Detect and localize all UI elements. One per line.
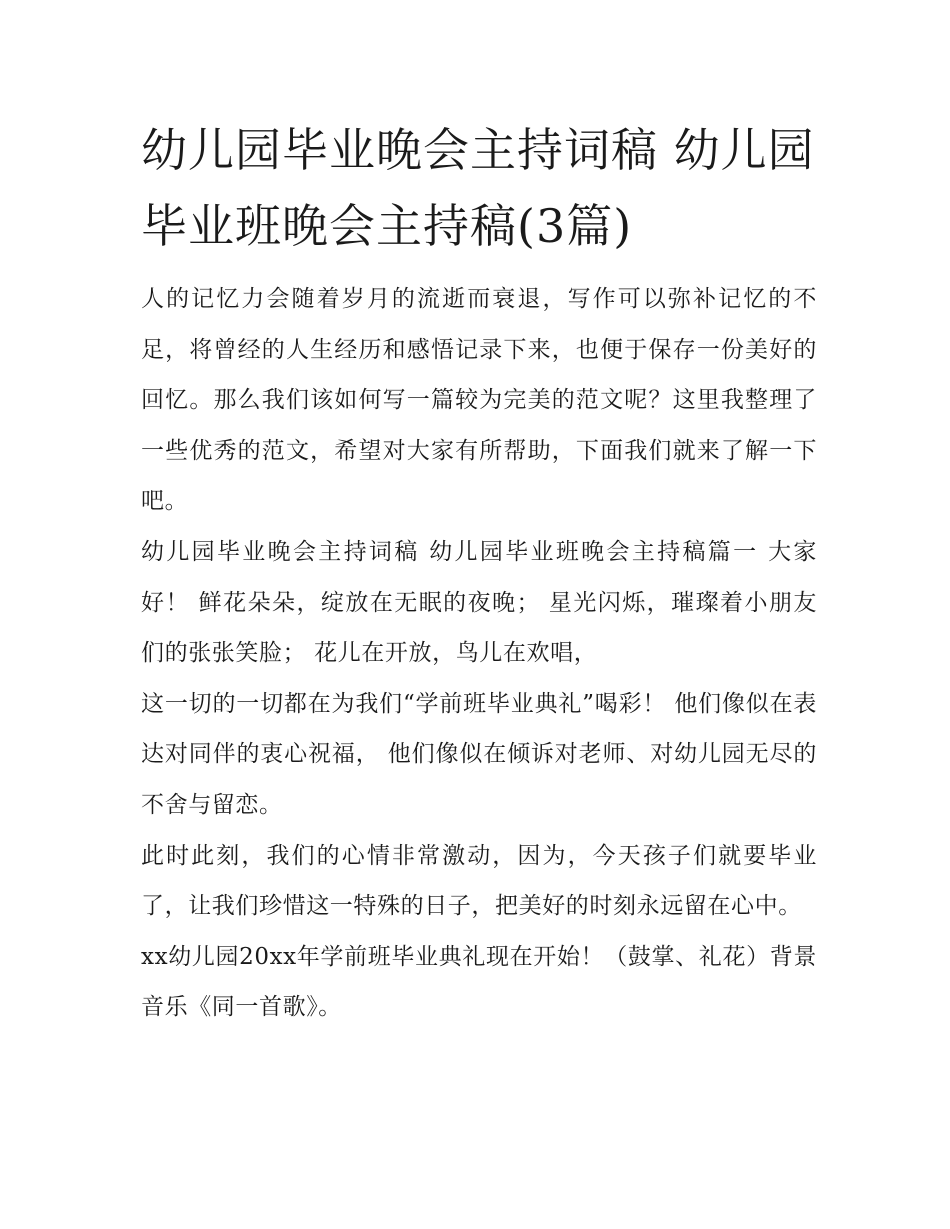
paragraph-opening: xx幼儿园20xx年学前班毕业典礼现在开始！（鼓掌、礼花）背景音乐《同一首歌》。: [141, 943, 817, 1021]
paragraph-moment: 此时此刻，我们的心情非常激动，因为，今天孩子们就要毕业了，让我们珍惜这一特殊的日子，把美好的时刻永远留在心中。: [141, 842, 817, 920]
paragraph-intro: 人的记忆力会随着岁月的流逝而衰退，写作可以弥补记忆的不足，将曾经的人生经历和感悟记录下来，也便于保存一份美好的回忆。那么我们该如何写一篇较为完美的范文呢？这里我整理了一些优秀的范文，希望对大家有所帮助，下面我们就来了解一下吧。: [141, 286, 817, 515]
document-content: [141, 112, 817, 1033]
paragraph-greeting: 幼儿园毕业晚会主持词稿 幼儿园毕业班晚会主持稿篇一 大家好！ 鲜花朵朵，绽放在无眠的夜晚； 星光闪烁，璀璨着小朋友们的张张笑脸； 花儿在开放，鸟儿在欢唱，: [141, 538, 817, 667]
paragraph-cheer: 这一切的一切都在为我们“学前班毕业典礼”喝彩！ 他们像似在表达对同伴的衷心祝福， 他们像似在倾诉对老师、对幼儿园无尽的不舍与留恋。: [141, 690, 817, 818]
document-title: 幼儿园毕业晚会主持词稿 幼儿园毕业班晚会主持稿(3篇): [141, 123, 815, 253]
